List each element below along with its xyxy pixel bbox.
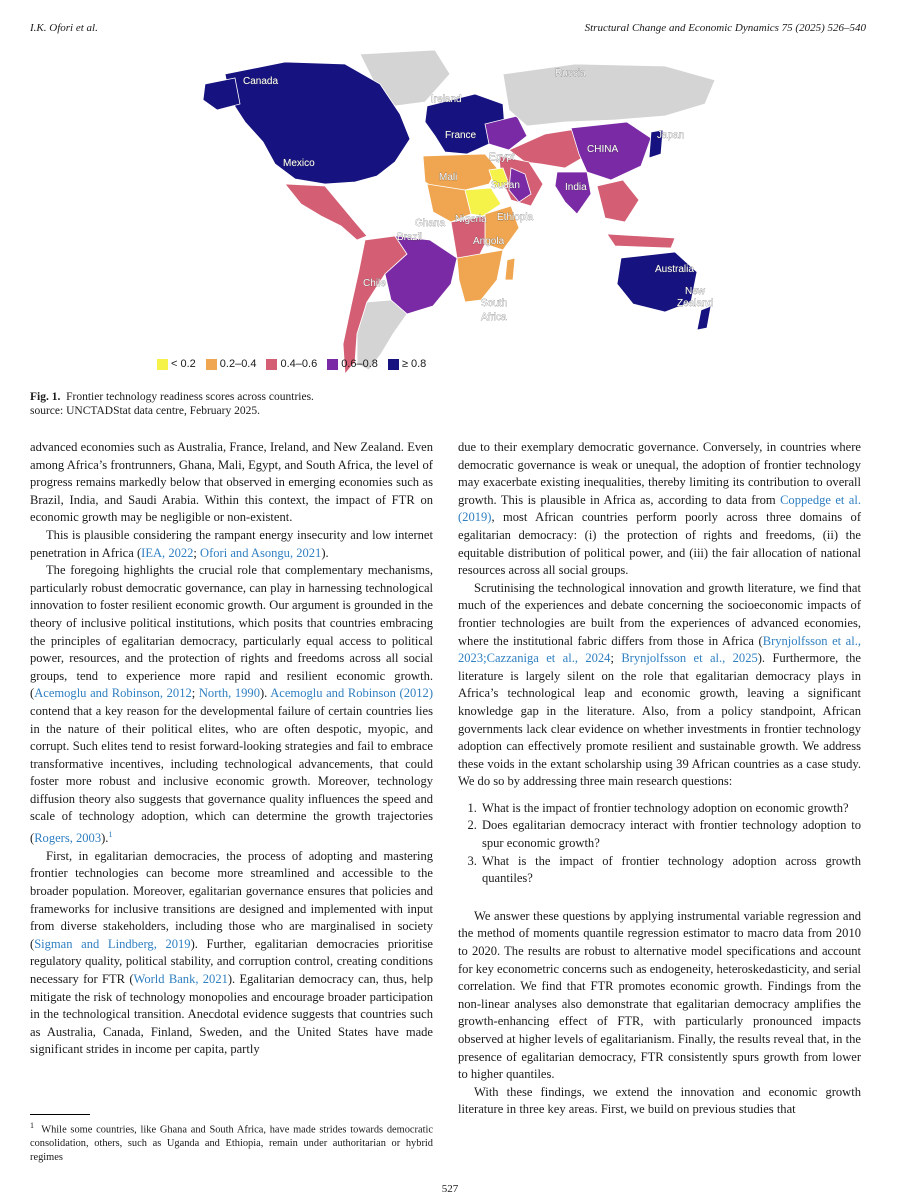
map-label-ireland: Ireland <box>431 94 462 105</box>
text: The foregoing highlights the crucial role that complementary mechanisms, particularly robust democratic governance, can play in harnessing technological innovation to foster resilient economic growth. Our argument is grounded in the theory of inclusive political institutions, which posits that countries embracing the principles of egalitarian democracy, particularly equal access to political power, resources, and the protection of rights and freedoms across all social groups, tend to experience more rapid and resilient economic growth. ( <box>30 563 433 701</box>
figure-caption <box>30 390 314 418</box>
text: ). Furthermore, the literature is largely silent on the role that egalitarian democracy plays in Africa’s technological leap and economic growth, leaving a significant knowledge gap in the literature. Also, from a policy standpoint, African governments lack clear evidence on whether investments in frontier technology adoption can effectively promote resilient and sustainable growth. We address these voids in the extant scholarship using 39 African countries as a case study. We do so by addressing three main research questions: <box>458 651 861 789</box>
text: Scrutinising the technological innovation and growth literature, we find that much of the experiences and debate concerning the socioeconomic impacts of frontier technologies are built from the experiences of advanced economies, where the institutional fabric differs from those in Africa ( <box>458 580 861 648</box>
legend-swatch <box>157 359 168 370</box>
map-label-mexico: Mexico <box>283 158 315 169</box>
text: ). Further, egalitarian democracies prioritise regulatory quality, political stability, and corruption control, creating conditions necessary for FTR ( <box>30 936 433 986</box>
map-label-sudan: Sudan <box>491 180 520 191</box>
map-legend <box>157 358 426 370</box>
citation-link[interactable]: North, 1990 <box>198 686 260 701</box>
paragraph <box>458 439 861 580</box>
map-label-new: New <box>685 286 706 297</box>
legend-label: 0.6–0.8 <box>341 358 378 370</box>
footnote-text: While some countries, like Ghana and South Africa, have made strides towards democratic consolidation, others, such as Uganda and Ethiopia, remain under authoritarian or hybrid regimes <box>30 1124 433 1164</box>
map-label-ethiopia: Ethiopia <box>497 212 534 223</box>
citation-link[interactable]: Ofori and Asongu, 2021 <box>200 545 322 560</box>
text: due to their exemplary democratic governance. Conversely, in countries where democratic governance is weak or unequal, the adoption of frontier technology may exacerbate existing inequalities, thereby limiting its contribution to overall growth. This is plausible in Africa as, according to data from <box>458 440 861 507</box>
page-number: 527 <box>441 1183 459 1195</box>
paragraph <box>30 848 433 1059</box>
text: contend that a key reason for the developmental failure of certain countries lies in the nature of their political elites, who are often despotic, myopic, and corrupt. Such elites tend to resist forward-looking strategies and fail to embrace transformative incentives, including technological advancements, that could foster more robust and inclusive economic growth. Moreover, technology diffusion theory also suggests that governance quality influences the speed and scale of technology adoption, which can determine the growth trajectories ( <box>30 703 433 846</box>
legend-label: ≥ 0.8 <box>401 358 427 370</box>
footnote-divider <box>30 1114 90 1115</box>
text: ; <box>193 545 201 560</box>
map-label-zealand: Zealand <box>677 298 714 309</box>
legend-item <box>388 358 426 370</box>
legend-label: 0.4–0.6 <box>280 358 318 370</box>
citation-link[interactable]: Acemoglu and Robinson, 2012 <box>34 686 192 701</box>
map-label-south: South <box>481 298 508 309</box>
paragraph <box>30 562 433 848</box>
map-label-angola: Angola <box>473 236 505 247</box>
legend-swatch <box>388 359 399 370</box>
research-questions-list <box>458 800 861 888</box>
footnote-marker[interactable]: 1 <box>108 830 113 840</box>
map-region-mexico <box>285 184 367 240</box>
text: ). <box>321 545 329 560</box>
map-label-france: France <box>445 130 477 141</box>
map-label-australia: Australia <box>655 264 694 275</box>
paragraph: advanced economies such as Australia, France, Ireland, and New Zealand. Even among Africa’s frontrunners, Ghana, Mali, Egypt, and South Africa, the level of progress remains markedly below that observed in emerging economies such as Brazil, India, and Saudi Arabia. Within this context, the impact of FTR on economic growth may be negligible or non-existent. <box>30 440 433 525</box>
map-label-canada: Canada <box>243 76 279 87</box>
citation-link[interactable]: Brynjolfsson et al., 2023;Cazzaniga et al., 2024 <box>458 633 861 666</box>
map-label-japan: Japan <box>657 130 685 141</box>
world-map-figure <box>145 44 745 384</box>
citation-link[interactable]: Coppedge et al. (2019) <box>458 492 861 525</box>
list-item: 3. What is the impact of frontier technology adoption across growth quantiles? <box>480 853 861 888</box>
map-label-russia: Russia <box>555 68 586 79</box>
footnote-number: 1 <box>30 1121 34 1130</box>
citation-link[interactable]: IEA, 2022 <box>141 545 194 560</box>
paragraph <box>30 527 433 562</box>
text: This is plausible considering the rampant energy insecurity and low internet penetration in Africa ( <box>30 527 433 560</box>
map-region-new-zealand <box>697 306 711 330</box>
map-region-southern-africa <box>457 250 503 302</box>
body-column-right <box>458 439 861 1119</box>
citation-link[interactable]: Acemoglu and Robinson (2012) <box>270 686 434 701</box>
citation-link[interactable]: Brynjolfsson et al., 2025 <box>621 651 758 666</box>
legend-item <box>157 358 196 370</box>
legend-label: 0.2–0.4 <box>219 358 257 370</box>
body-column-left <box>30 439 433 1059</box>
legend-swatch <box>266 359 277 370</box>
text: ). <box>259 686 271 701</box>
map-region-russia <box>503 64 715 126</box>
citation-link[interactable]: Sigman and Lindberg, 2019 <box>34 936 191 951</box>
paragraph: With these findings, we extend the innovation and economic growth literature in three key areas. First, we build on previous studies that <box>458 1084 861 1117</box>
paragraph <box>458 580 861 791</box>
paragraph: We answer these questions by applying instrumental variable regression and the method of moments quantile regression estimator to macro data from 2010 to 2020. The results are robust to alternative model specifications and account for key econometric concerns such as endogeneity, heteroskedasticity, and serial correlation. We find that FTR promotes economic growth. Findings from the non-linear analyses also demonstrate that egalitarian democracy amplifies the growth-enhancing effect of FTR, with particularly pronounced impacts observed at higher levels of egalitarianism. Finally, the results reveal that, in the presence of egalitarian democracy, FTR consistently spurs growth from lower to higher quantiles. <box>458 908 861 1082</box>
text: , most African countries perform poorly across three domains of egalitarian democracy: (i) the protection of rights and freedoms, (ii) the equitable distribution of political power, and (iii) the fair allocation of national resources across all social groups. <box>458 510 861 578</box>
map-label-china: CHINA <box>587 144 619 155</box>
map-label-nigeria: Nigeria <box>455 214 487 225</box>
figure-caption-source: source: UNCTADStat data centre, February 2025. <box>30 405 260 417</box>
map-label-chile: Chile <box>363 278 386 289</box>
legend-item <box>327 358 378 370</box>
citation-link[interactable]: World Bank, 2021 <box>133 971 228 986</box>
running-header-journal: Structural Change and Economic Dynamics 75 (2025) 526–540 <box>584 22 866 34</box>
map-label-india: India <box>565 182 587 193</box>
text: ). Egalitarian democracy can, thus, help mitigate the risk of technology monopolies and encourage broader participation in the technological transition. Anecdotal evidence suggests that countries such as Australia, Canada, Finland, Sweden, and the United States have made significant strides in income per capita, partly <box>30 971 433 1057</box>
text: ). <box>101 831 109 846</box>
figure-caption-text: Frontier technology readiness scores across countries. <box>66 391 314 403</box>
running-header-authors: I.K. Ofori et al. <box>30 22 98 34</box>
map-region-alaska <box>203 78 240 110</box>
footnote <box>30 1119 433 1165</box>
text: ; <box>610 651 622 666</box>
map-region-madagascar <box>505 258 515 280</box>
map-label-africa: Africa <box>481 312 507 323</box>
map-label-mali: Mali <box>439 172 458 183</box>
text: ; <box>191 686 199 701</box>
map-label-ghana: Ghana <box>415 218 446 229</box>
list-item: 1. What is the impact of frontier technology adoption on economic growth? <box>480 800 861 818</box>
legend-item <box>266 358 317 370</box>
legend-item <box>206 358 257 370</box>
legend-swatch <box>206 359 217 370</box>
map-label-egypt: Egypt <box>489 152 515 163</box>
legend-swatch <box>327 359 338 370</box>
citation-link[interactable]: Rogers, 2003 <box>34 831 102 846</box>
text: First, in egalitarian democracies, the process of adopting and mastering frontier technologies can become more streamlined and accessible to the broader population. Moreover, egalitarian governance ensures that policies and frameworks for inclusive transitions are designed and implemented with input from diverse stakeholders, including those who are marginalised in society ( <box>30 848 433 951</box>
list-item: 2. Does egalitarian democracy interact with frontier technology adoption to spur economic growth? <box>480 817 861 852</box>
map-region-india <box>555 172 591 214</box>
figure-caption-label: Fig. 1. <box>30 391 61 403</box>
map-region-indonesia <box>607 234 675 248</box>
legend-label: < 0.2 <box>171 358 196 370</box>
map-label-brazil: Brazil <box>397 232 423 243</box>
map-region-southeast-asia <box>597 180 639 222</box>
